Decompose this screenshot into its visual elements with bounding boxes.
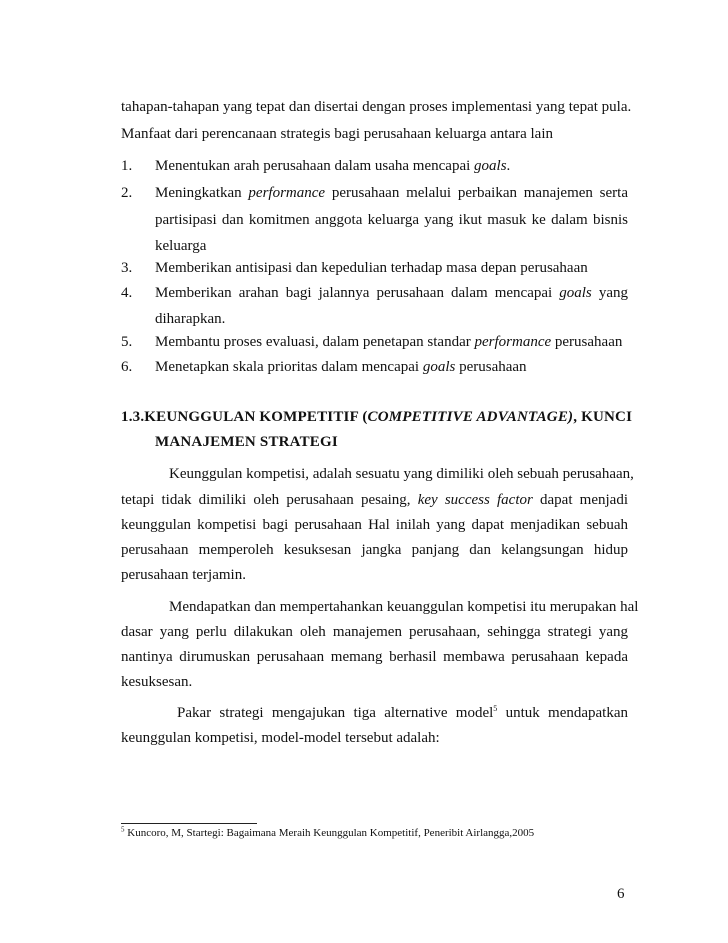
- list-item-2: 2. Meningkatkan performance perusahaan melalui perbaikan manajemen serta: [121, 185, 628, 201]
- para1-line-2: tetapi tidak dimiliki oleh perusahaan pesaing, key success factor dapat menjadi: [121, 492, 628, 508]
- para3-line-1: Pakar strategi mengajukan tiga alternative model$^5$ untuk mendapatkan: [177, 704, 628, 721]
- para1-line-4: perusahaan memperoleh kesuksesan jangka panjang dan kelangsungan hidup: [121, 542, 628, 558]
- list-number: 1.: [121, 158, 133, 174]
- para3-line-2: keunggulan kompetisi, model-model tersebut adalah:: [121, 730, 440, 746]
- para2-line-2: dasar yang perlu dilakukan oleh manajemen perusahaan, sehingga strategi yang: [121, 624, 628, 640]
- intro-line-1: tahapan-tahapan yang tepat dan disertai dengan proses implementasi yang tepat pula.: [121, 99, 632, 115]
- footnote: [121, 826, 534, 840]
- list-item-6: 6. Menetapkan skala prioritas dalam mencapai goals perusahaan: [121, 359, 527, 375]
- list-item-4-cont: diharapkan.: [155, 311, 226, 327]
- section-heading-line-2: MANAJEMEN STRATEGI: [155, 434, 338, 450]
- para1-line-3: keunggulan kompetisi bagi perusahaan Hal inilah yang dapat menjadikan sebuah: [121, 517, 628, 533]
- list-number: 6.: [121, 359, 133, 375]
- footnote-ref: 5: [493, 704, 498, 713]
- list-number: 4.: [121, 285, 133, 301]
- list-number: 3.: [121, 260, 133, 276]
- list-number: 5.: [121, 334, 133, 350]
- page-number: 6: [617, 886, 625, 902]
- list-number: 2.: [121, 185, 133, 201]
- para2-line-4: kesuksesan.: [121, 674, 193, 690]
- para1-line-1: Keunggulan kompetisi, adalah sesuatu yang dimiliki oleh sebuah perusahaan,: [169, 466, 634, 482]
- list-item-3: 3. Memberikan antisipasi dan kepedulian terhadap masa depan perusahaan: [121, 260, 588, 276]
- list-item-4: 4. Memberikan arahan bagi jalannya perusahaan dalam mencapai goals yang: [121, 285, 628, 301]
- footnote-text: Kuncoro, M, Startegi: Bagaimana Meraih Keunggulan Kompetitif, Peneribit Airlangga,2005: [124, 827, 535, 839]
- footnote-marker: 5: [121, 825, 125, 834]
- para1-line-5: perusahaan terjamin.: [121, 567, 246, 583]
- list-item-1: 1. Menentukan arah perusahaan dalam usaha mencapai goals.: [121, 158, 511, 174]
- para2-line-1: Mendapatkan dan mempertahankan keuanggulan kompetisi itu merupakan hal: [169, 599, 639, 615]
- list-item-5: 5. Membantu proses evaluasi, dalam penetapan standar performance perusahaan: [121, 334, 623, 350]
- intro-line-2: Manfaat dari perencanaan strategis bagi perusahaan keluarga antara lain: [121, 126, 554, 142]
- section-heading-line-1: 1.3.KEUNGGULAN KOMPETITIF (COMPETITIVE ADVANTAGE), KUNCI: [121, 409, 633, 425]
- list-item-2-cont-2: keluarga: [155, 238, 207, 254]
- list-item-2-cont-1: partisipasi dan komitmen anggota keluarga yang ikut masuk ke dalam bisnis: [155, 212, 628, 228]
- para2-line-3: nantinya dirumuskan perusahaan memang berhasil membawa perusahaan kepada: [121, 649, 628, 665]
- footnote-divider: [121, 823, 257, 824]
